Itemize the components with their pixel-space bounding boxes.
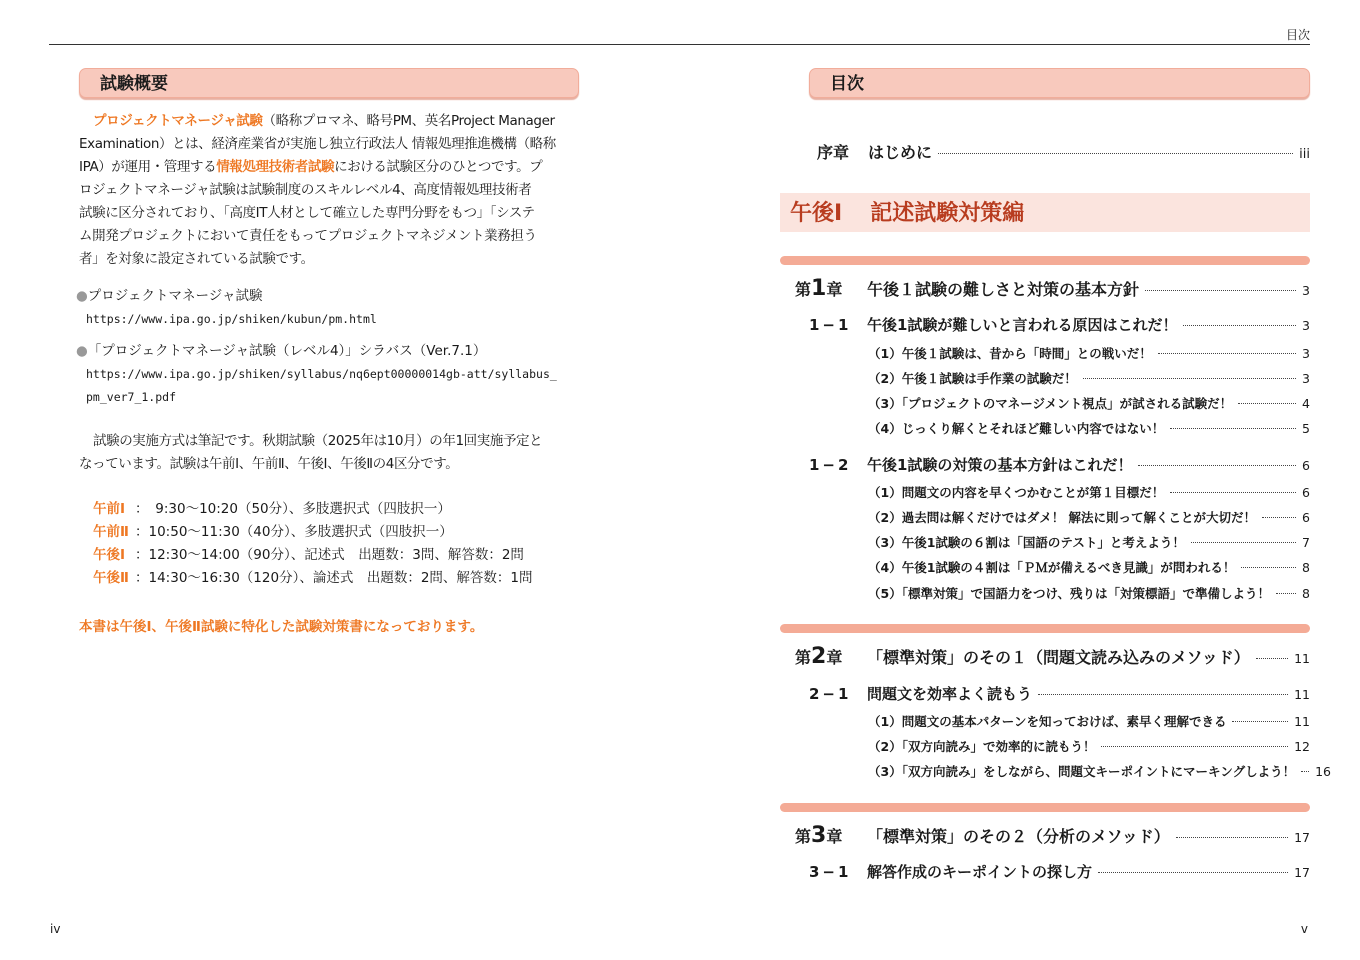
page-ref: 12	[1294, 739, 1310, 754]
section-num: 3−1	[809, 863, 852, 881]
schedule-detail: ：12:30〜14:00（90分）、記述式 出題数：3問、解答数：2問	[135, 547, 524, 563]
link1-url[interactable]: https://www.ipa.go.jp/shiken/kubun/pm.html	[86, 312, 377, 326]
leader-dots	[1038, 694, 1288, 695]
page-ref: 11	[1294, 714, 1310, 729]
schedule-detail: ：14:30〜16:30（120分）、論述式 出題数：2問、解答数：1問	[135, 570, 533, 586]
toc-heading-text: 目次	[830, 74, 864, 94]
intro-text-1: （略称プロマネ、略号PM、英名Project Manager	[262, 113, 555, 129]
page-ref: 6	[1302, 485, 1310, 500]
intro-text-3b: における試験区分のひとつです。プ	[334, 159, 543, 175]
toc-section-1-1[interactable]	[809, 314, 1310, 335]
leader-dots	[1191, 542, 1296, 543]
leader-dots	[1262, 517, 1296, 518]
schedule-row	[93, 521, 533, 544]
item-title: （1）午後１試験は、昔から「時間」との戦いだ！	[868, 346, 1152, 361]
schedule-label: 午前Ⅰ	[93, 501, 126, 517]
toc-item[interactable]	[868, 762, 1331, 780]
item-title: （2）午後１試験は手作業の試験だ！	[868, 371, 1077, 386]
toc-section-1-2[interactable]	[809, 454, 1310, 475]
item-title: （3）「プロジェクトのマネージメント視点」が試される試験だ！	[868, 396, 1233, 411]
page-ref: 7	[1302, 535, 1310, 550]
item-title: （3）「双方向読み」をしながら、問題文キーポイントにマーキングしよう！	[868, 764, 1296, 779]
leader-dots	[1145, 290, 1296, 291]
toc-item[interactable]	[868, 533, 1310, 551]
intro-text-3a: IPA）が運用・管理する	[79, 159, 217, 175]
part-name: 記述試験対策編	[870, 201, 1025, 226]
page-ref: iii	[1299, 147, 1310, 162]
intro-text-7: 者」を対象に設定されている試験です。	[79, 251, 314, 267]
toc-heading	[809, 68, 1310, 98]
page-ref: 6	[1302, 510, 1310, 525]
schedule-label: 午前Ⅱ	[93, 524, 129, 540]
overview-heading-text: 試験概要	[100, 74, 168, 94]
intro-text-4: ロジェクトマネージャ試験は試験制度のスキルレベル4、高度情報処理技術者	[79, 182, 532, 198]
item-title: （1）問題文の基本パターンを知っておけば、素早く理解できる	[868, 714, 1227, 729]
schedule-detail: ：10:50〜11:30（40分）、多肢選択式（四肢択一）	[135, 524, 453, 540]
chapter-title: 「標準対策」のその２（分析のメソッド）	[867, 827, 1170, 846]
part-title	[790, 196, 1024, 227]
part-num: 午後Ⅰ	[790, 201, 843, 226]
leader-dots	[1232, 721, 1288, 722]
leader-dots	[1158, 353, 1296, 354]
page-number-left: iv	[50, 922, 61, 936]
page-ref: 5	[1302, 421, 1310, 436]
item-title: （1）問題文の内容を早くつかむことが第１目標だ！	[868, 485, 1165, 500]
term-it-exam: 情報処理技術者試験	[216, 159, 335, 175]
method-text-1: 試験の実施方式は筆記です。秋期試験（2025年は10月）の年1回実施予定と	[93, 433, 543, 449]
schedule-row	[93, 544, 533, 567]
prologue-num: 序章	[817, 143, 850, 162]
chapter-title: 「標準対策」のその１（問題文読み込みのメソッド）	[867, 648, 1250, 667]
chapter-num: 第2章	[795, 644, 843, 669]
section-title: 解答作成のキーポイントの探し方	[867, 863, 1093, 881]
leader-dots	[1276, 593, 1296, 594]
page-ref: 6	[1302, 458, 1310, 473]
item-title: （2）「双方向読み」で効率的に読もう！	[868, 739, 1096, 754]
page-ref: 16	[1315, 764, 1331, 779]
toc-chapter-2[interactable]	[795, 644, 1310, 669]
page-ref: 3	[1302, 371, 1310, 386]
page-ref: 17	[1294, 865, 1310, 880]
schedule-detail: ： 9:30〜10:20（50分）、多肢選択式（四肢択一）	[135, 501, 451, 517]
page-ref: 8	[1302, 586, 1310, 601]
item-title: （4）午後1試験の４割は「ＰＭが備えるべき見識」が問われる！	[868, 560, 1236, 575]
page-ref: 17	[1294, 830, 1310, 845]
chapter-bar	[780, 803, 1310, 812]
page-ref: 4	[1302, 396, 1310, 411]
link1-label-text: プロジェクトマネージャ試験	[87, 288, 263, 304]
link2-url-line1[interactable]: https://www.ipa.go.jp/shiken/syllabus/nq6ept00000014gb-att/syllabus_	[86, 367, 557, 381]
toc-item[interactable]	[868, 394, 1310, 412]
page-ref: 8	[1302, 560, 1310, 575]
bullet-icon: ●	[76, 343, 88, 359]
leader-dots	[1083, 378, 1296, 379]
toc-item[interactable]	[868, 483, 1310, 501]
link1-label	[76, 285, 262, 307]
leader-dots	[1170, 492, 1296, 493]
toc-item[interactable]	[868, 508, 1310, 526]
prologue-title: はじめに	[868, 143, 933, 162]
intro-text-6: ム開発プロジェクトにおいて責任をもってプロジェクトマネジメント業務担う	[79, 228, 537, 244]
page-ref: 11	[1294, 651, 1310, 666]
schedule-list	[93, 498, 533, 590]
section-num: 2−1	[809, 685, 852, 703]
page-ref: 3	[1302, 346, 1310, 361]
intro-text-5: 試験に区分されており、「高度IT人材として確立した専門分野をもつ」「システ	[79, 205, 535, 221]
schedule-row	[93, 567, 533, 590]
leader-dots	[1101, 746, 1288, 747]
chapter-title: 午後１試験の難しさと対策の基本方針	[867, 280, 1140, 299]
toc-chapter-1[interactable]	[795, 276, 1310, 301]
leader-dots	[1138, 465, 1296, 466]
chapter-bar	[780, 624, 1310, 633]
leader-dots	[1170, 428, 1296, 429]
schedule-label: 午後Ⅰ	[93, 547, 126, 563]
header-rule	[49, 44, 1310, 45]
bullet-icon: ●	[76, 288, 88, 304]
section-title: 午後1試験が難しいと言われる原因はこれだ！	[867, 316, 1178, 334]
schedule-row	[93, 498, 533, 521]
chapter-bar	[780, 256, 1310, 265]
toc-item[interactable]	[868, 584, 1310, 602]
page-ref: 3	[1302, 283, 1310, 298]
toc-section-3-1[interactable]	[809, 861, 1310, 882]
toc-prologue[interactable]	[817, 140, 1310, 163]
leader-dots	[1238, 403, 1296, 404]
page-number-right: v	[1300, 922, 1308, 936]
overview-heading	[79, 68, 579, 98]
book-note: 本書は午後Ⅰ、午後Ⅱ試験に特化した試験対策書になっております。	[79, 619, 484, 635]
method-text-2: なっています。試験は午前Ⅰ、午前Ⅱ、午後Ⅰ、午後Ⅱの4区分です。	[79, 456, 459, 472]
page-ref: 3	[1302, 318, 1310, 333]
toc-item[interactable]	[868, 558, 1310, 576]
term-pm-exam: プロジェクトマネージャ試験	[93, 113, 263, 129]
chapter-num: 第3章	[795, 823, 843, 848]
leader-dots	[1176, 837, 1288, 838]
leader-dots	[1183, 325, 1296, 326]
leader-dots	[1098, 872, 1288, 873]
toc-chapter-3[interactable]	[795, 823, 1310, 848]
toc-section-2-1[interactable]	[809, 683, 1310, 704]
toc-item[interactable]	[868, 344, 1310, 362]
method-paragraph	[79, 430, 579, 476]
item-title: （5）「標準対策」で国語力をつけ、残りは「対策標語」で準備しよう！	[868, 586, 1270, 601]
leader-dots	[1301, 771, 1309, 772]
leader-dots	[1241, 567, 1296, 568]
page-ref: 11	[1294, 687, 1310, 702]
intro-paragraph	[79, 110, 579, 271]
link2-url-line2[interactable]: pm_ver7_1.pdf	[86, 390, 177, 404]
intro-text-2: Examination）とは、経済産業省が実施し独立行政法人 情報処理推進機構（略称	[79, 136, 556, 152]
item-title: （4）じっくり解くとそれほど難しい内容ではない！	[868, 421, 1165, 436]
section-num: 1−1	[809, 316, 852, 334]
schedule-label: 午後Ⅱ	[93, 570, 129, 586]
toc-item[interactable]	[868, 369, 1310, 387]
section-num: 1−2	[809, 456, 852, 474]
leader-dots	[1256, 658, 1288, 659]
toc-item[interactable]	[868, 737, 1310, 755]
link2-label	[76, 340, 486, 362]
running-head: 目次	[1285, 28, 1310, 42]
item-title: （3）午後1試験の６割は「国語のテスト」と考えよう！	[868, 535, 1185, 550]
chapter-num: 第1章	[795, 276, 843, 301]
link2-label-text: 「プロジェクトマネージャ試験（レベル4）」シラバス（Ver.7.1）	[87, 343, 487, 359]
leader-dots	[938, 153, 1293, 154]
section-title: 問題文を効率よく読もう	[867, 685, 1033, 703]
toc-item[interactable]	[868, 712, 1310, 730]
section-title: 午後1試験の対策の基本方針はこれだ！	[867, 456, 1133, 474]
toc-item[interactable]	[868, 419, 1310, 437]
item-title: （2）過去問は解くだけではダメ！ 解法に則って解くことが大切だ！	[868, 510, 1257, 525]
